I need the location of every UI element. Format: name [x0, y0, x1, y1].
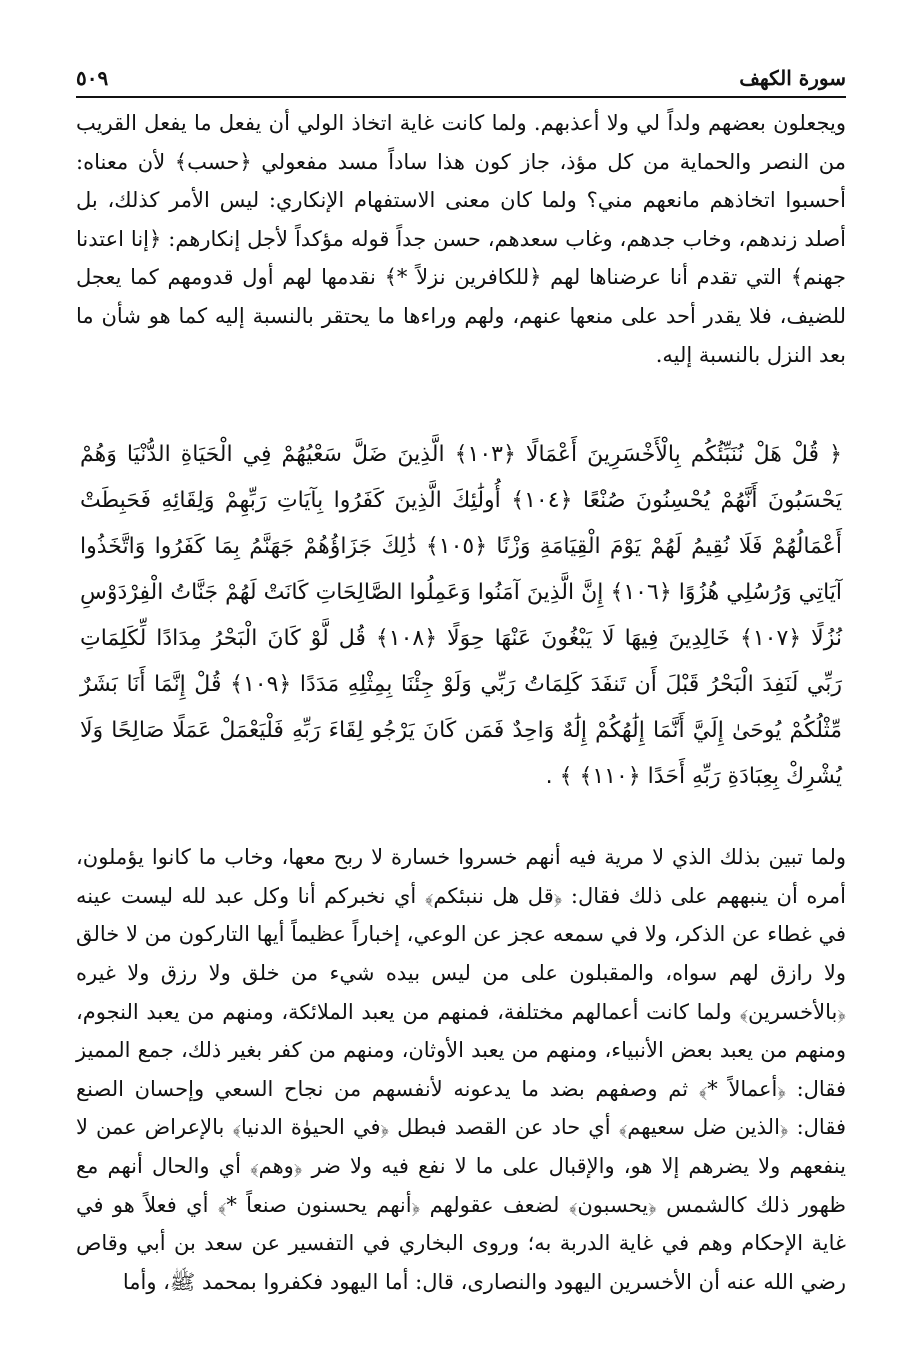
surah-title: سورة الكهف: [739, 66, 846, 90]
commentary-paragraph-2: ولما تبين بذلك الذي لا مرية فيه أنهم خسروا خسارة لا ربح معها، وخاب ما كانوا يؤملون، أمره أن ينبههم على ذلك فقال: ﴿قل هل ننبئكم﴾ أي نخبركم أنا وكل عبد لله ليست عينه في غطاء عن الذكر، ولا في سمعه عجز عن الوعي، إخباراً عظيماً أيها التاركون من لا خالق ولا رازق لهم سواه، والمقبلون على من ليس بيده شيء من خلق ولا رزق ولا غيره ﴿بالأخسرين﴾ ولما كانت أعمالهم مختلفة، فمنهم من يعبد الملائكة، ومنهم من يعبد النجوم، ومنهم من يعبد بعض الأنبياء، ومنهم من يعبد الأوثان، ومنهم من كفر بغير ذلك، جمع المميز فقال: ﴿أعمالاً *﴾ ثم وصفهم بضد ما يدعونه لأنفسهم من نجاح السعي وإحسان الصنع فقال: ﴿الذين ضل سعيهم﴾ أي حاد عن القصد فبطل ﴿في الحيوٰة الدنيا﴾ بالإعراض عمن لا ينفعهم ولا يضرهم إلا هو، والإقبال على ما لا نفع فيه ولا ضر ﴿وهم﴾ أي والحال أنهم مع ظهور ذلك كالشمس ﴿يحسبون﴾ لضعف عقولهم ﴿أنهم يحسنون صنعاً *﴾ أي فعلاً هو في غاية الإحكام وهم في غاية الدربة به؛ وروى البخاري في التفسير عن سعد بن أبي وقاص رضي الله عنه أن الأخسرين اليهود والنصارى، قال: أما اليهود فكفروا بمحمد ﷺ، وأما: [76, 845, 846, 1294]
page-header: [76, 62, 846, 98]
quran-verses: ﴿ قُلْ هَلْ نُنَبِّئُكُم بِالْأَخْسَرِينَ أَعْمَالًا ﴿١٠٣﴾ الَّذِينَ ضَلَّ سَعْيُهُمْ فِي الْحَيَاةِ الدُّنْيَا وَهُمْ يَحْسَبُونَ أَنَّهُمْ يُحْسِنُونَ صُنْعًا ﴿١٠٤﴾ أُولَٰئِكَ الَّذِينَ كَفَرُوا بِآيَاتِ رَبِّهِمْ وَلِقَائِهِ فَحَبِطَتْ أَعْمَالُهُمْ فَلَا نُقِيمُ لَهُمْ يَوْمَ الْقِيَامَةِ وَزْنًا ﴿١٠٥﴾ ذَٰلِكَ جَزَاؤُهُمْ جَهَنَّمُ بِمَا كَفَرُوا وَاتَّخَذُوا آيَاتِي وَرُسُلِي هُزُوًا ﴿١٠٦﴾ إِنَّ الَّذِينَ آمَنُوا وَعَمِلُوا الصَّالِحَاتِ كَانَتْ لَهُمْ جَنَّاتُ الْفِرْدَوْسِ نُزُلًا ﴿١٠٧﴾ خَالِدِينَ فِيهَا لَا يَبْغُونَ عَنْهَا حِوَلًا ﴿١٠٨﴾ قُل لَّوْ كَانَ الْبَحْرُ مِدَادًا لِّكَلِمَاتِ رَبِّي لَنَفِدَ الْبَحْرُ قَبْلَ أَن تَنفَدَ كَلِمَاتُ رَبِّي وَلَوْ جِئْنَا بِمِثْلِهِ مَدَدًا ﴿١٠٩﴾ قُلْ إِنَّمَا أَنَا بَشَرٌ مِّثْلُكُمْ يُوحَىٰ إِلَيَّ أَنَّمَا إِلَٰهُكُمْ إِلَٰهٌ وَاحِدٌ فَمَن كَانَ يَرْجُو لِقَاءَ رَبِّهِ فَلْيَعْمَلْ عَمَلًا صَالِحًا وَلَا يُشْرِكْ بِعِبَادَةِ رَبِّهِ أَحَدًا ﴿١١٠﴾ ﴾ .: [80, 442, 843, 790]
commentary-paragraph-1: ويجعلون بعضهم ولداً لي ولا أعذبهم. ولما كانت غاية اتخاذ الولي أن يفعل ما يفعل القريب من النصر والحماية من كل مؤذ، جاز كون هذا ساداً مسد مفعولي ﴿حسب﴾ لأن معناه: أحسبوا اتخاذهم مانعهم مني؟ ولما كان معنى الاستفهام الإنكاري: ليس الأمر كذلك، بل أصلد زندهم، وخاب جدهم، وغاب سعدهم، حسن جداً قوله مؤكداً لأجل إنكارهم: ﴿إنا اعتدنا جهنم﴾ التي تقدم أنا عرضناها لهم ﴿للكافرين نزلاً *﴾ نقدمها لهم أول قدومهم كما يعجل للضيف، فلا يقدر أحد على منعها عنهم، ولهم وراءها ما يحتقر بالنسبة إليه كما هو شأن ما بعد النزل بالنسبة إليه.: [76, 111, 846, 367]
page-number: ٥٠٩: [76, 66, 109, 90]
